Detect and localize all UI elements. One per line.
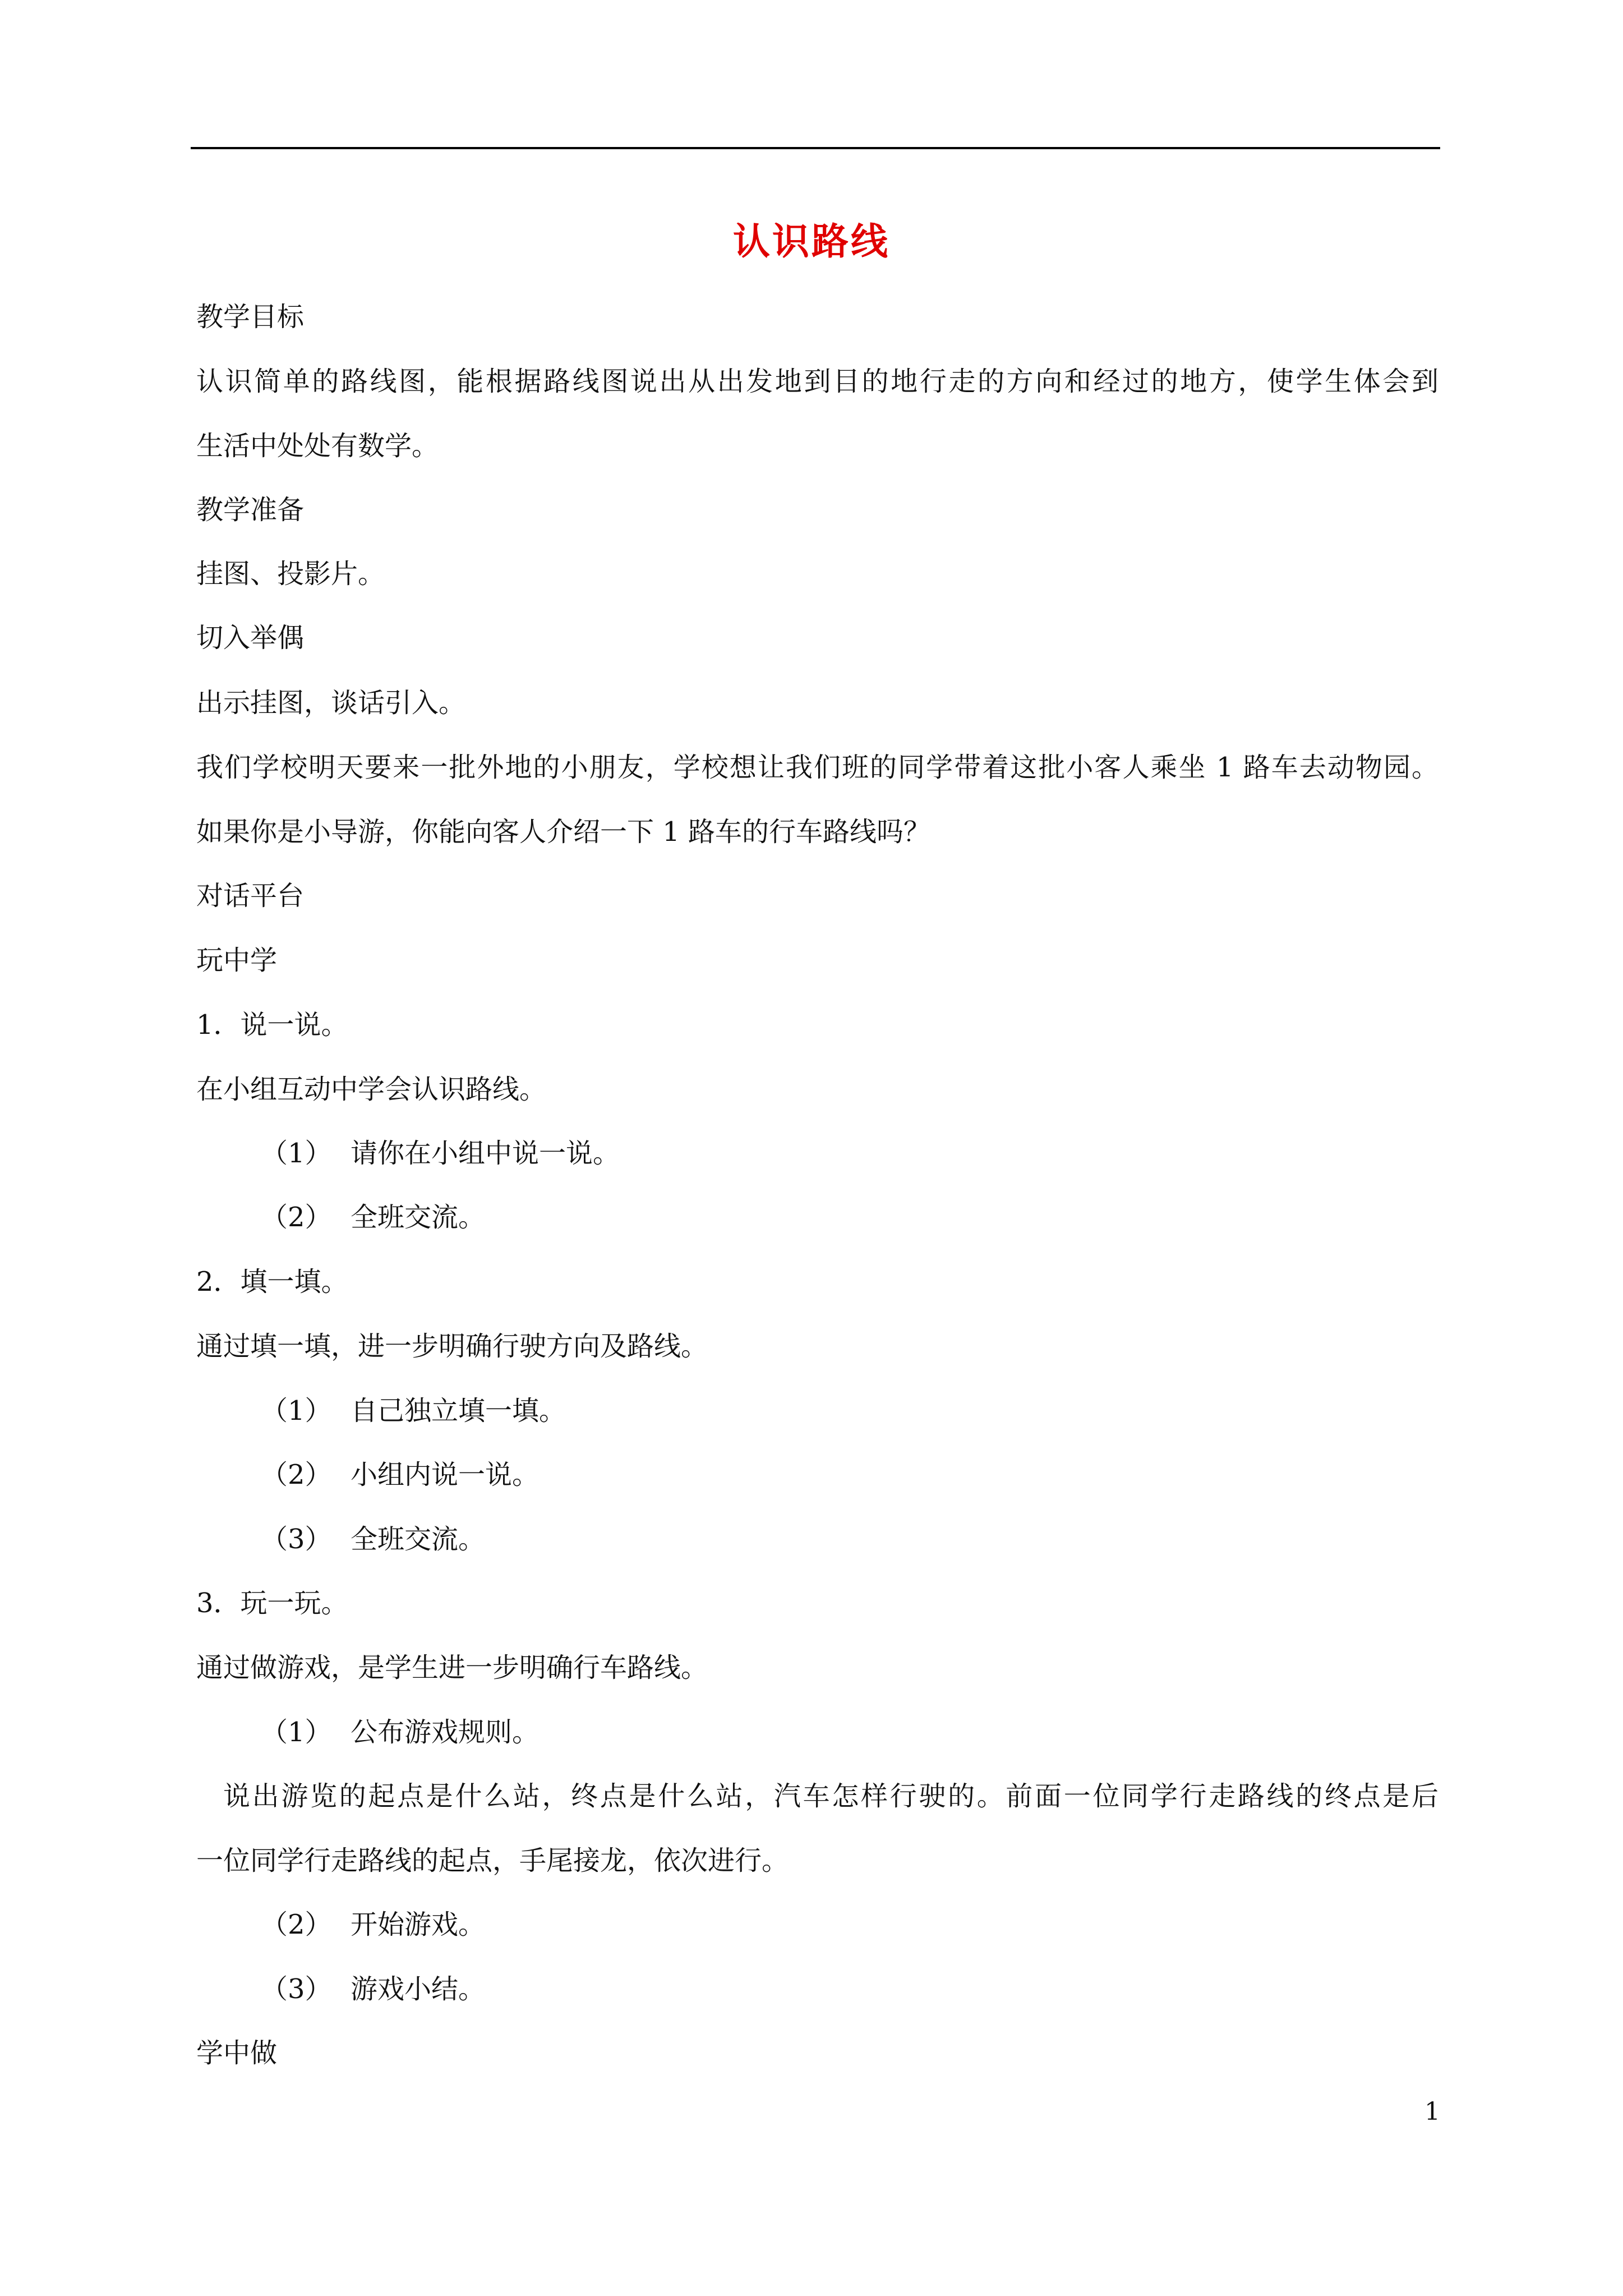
sub-item bbox=[261, 1134, 620, 1173]
paragraph-line: 出示挂图，谈话引入。 bbox=[196, 687, 466, 719]
paragraph-line: 挂图、投影片。 bbox=[196, 558, 385, 590]
heading-learn-by-play: 玩中学 bbox=[196, 945, 278, 976]
sub-item-number: （3） bbox=[261, 1524, 332, 1555]
document-title: 认识路线 bbox=[733, 219, 890, 263]
numbered-item: 2．填一填。 bbox=[196, 1266, 348, 1297]
heading-teaching-prep: 教学准备 bbox=[196, 494, 305, 526]
sub-item-text: 游戏小结。 bbox=[351, 1973, 486, 2005]
heading-do-while-learning: 学中做 bbox=[196, 2037, 278, 2069]
paragraph-line: 一位同学行走路线的起点，手尾接龙，依次进行。 bbox=[196, 1845, 789, 1876]
sub-item bbox=[261, 1970, 485, 2009]
sub-item-number: （2） bbox=[261, 1909, 332, 1940]
sub-item-number: （2） bbox=[261, 1202, 332, 1233]
sub-item-number: （1） bbox=[261, 1395, 332, 1427]
paragraph-line: 生活中处处有数学。 bbox=[196, 430, 439, 462]
sub-item-number: （1） bbox=[261, 1138, 332, 1169]
sub-item-number: （3） bbox=[261, 1973, 332, 2005]
sub-item-text: 公布游戏规则。 bbox=[351, 1717, 540, 1748]
heading-introduction: 切入举偶 bbox=[196, 622, 305, 654]
sub-item bbox=[261, 1713, 539, 1752]
paragraph-line: 说出游览的起点是什么站，终点是什么站，汽车怎样行驶的。前面一位同学行走路线的终点是后 bbox=[223, 1780, 1438, 1812]
paragraph-line: 认识简单的路线图，能根据路线图说出从出发地到目的地行走的方向和经过的地方，使学生体会到 bbox=[196, 366, 1438, 397]
heading-teaching-goals: 教学目标 bbox=[196, 301, 305, 333]
paragraph-line: 在小组互动中学会认识路线。 bbox=[196, 1074, 547, 1105]
sub-item bbox=[261, 1905, 485, 1944]
sub-item-text: 请你在小组中说一说。 bbox=[351, 1138, 620, 1169]
sub-item bbox=[261, 1391, 566, 1430]
paragraph-line: 通过填一填，进一步明确行驶方向及路线。 bbox=[196, 1331, 708, 1362]
sub-item bbox=[261, 1520, 485, 1559]
paragraph-line: 通过做游戏，是学生进一步明确行车路线。 bbox=[196, 1652, 708, 1683]
sub-item-text: 全班交流。 bbox=[351, 1524, 486, 1555]
sub-item-text: 小组内说一说。 bbox=[351, 1459, 540, 1490]
sub-item bbox=[261, 1455, 539, 1494]
paragraph-line: 如果你是小导游，你能向客人介绍一下 1 路车的行车路线吗？ bbox=[196, 816, 931, 848]
heading-dialogue-platform: 对话平台 bbox=[196, 880, 305, 912]
sub-item-text: 全班交流。 bbox=[351, 1202, 486, 1233]
sub-item-number: （1） bbox=[261, 1717, 332, 1748]
numbered-item: 1．说一说。 bbox=[196, 1009, 348, 1041]
sub-item-number: （2） bbox=[261, 1459, 332, 1490]
sub-item-text: 自己独立填一填。 bbox=[351, 1395, 566, 1427]
header-rule bbox=[191, 147, 1440, 149]
paragraph-line: 我们学校明天要来一批外地的小朋友，学校想让我们班的同学带着这批小客人乘坐 1 路车去动物园。 bbox=[196, 752, 1438, 783]
sub-item-text: 开始游戏。 bbox=[351, 1909, 486, 1940]
numbered-item: 3．玩一玩。 bbox=[196, 1588, 348, 1619]
page-number: 1 bbox=[1424, 2097, 1440, 2126]
sub-item bbox=[261, 1198, 485, 1237]
